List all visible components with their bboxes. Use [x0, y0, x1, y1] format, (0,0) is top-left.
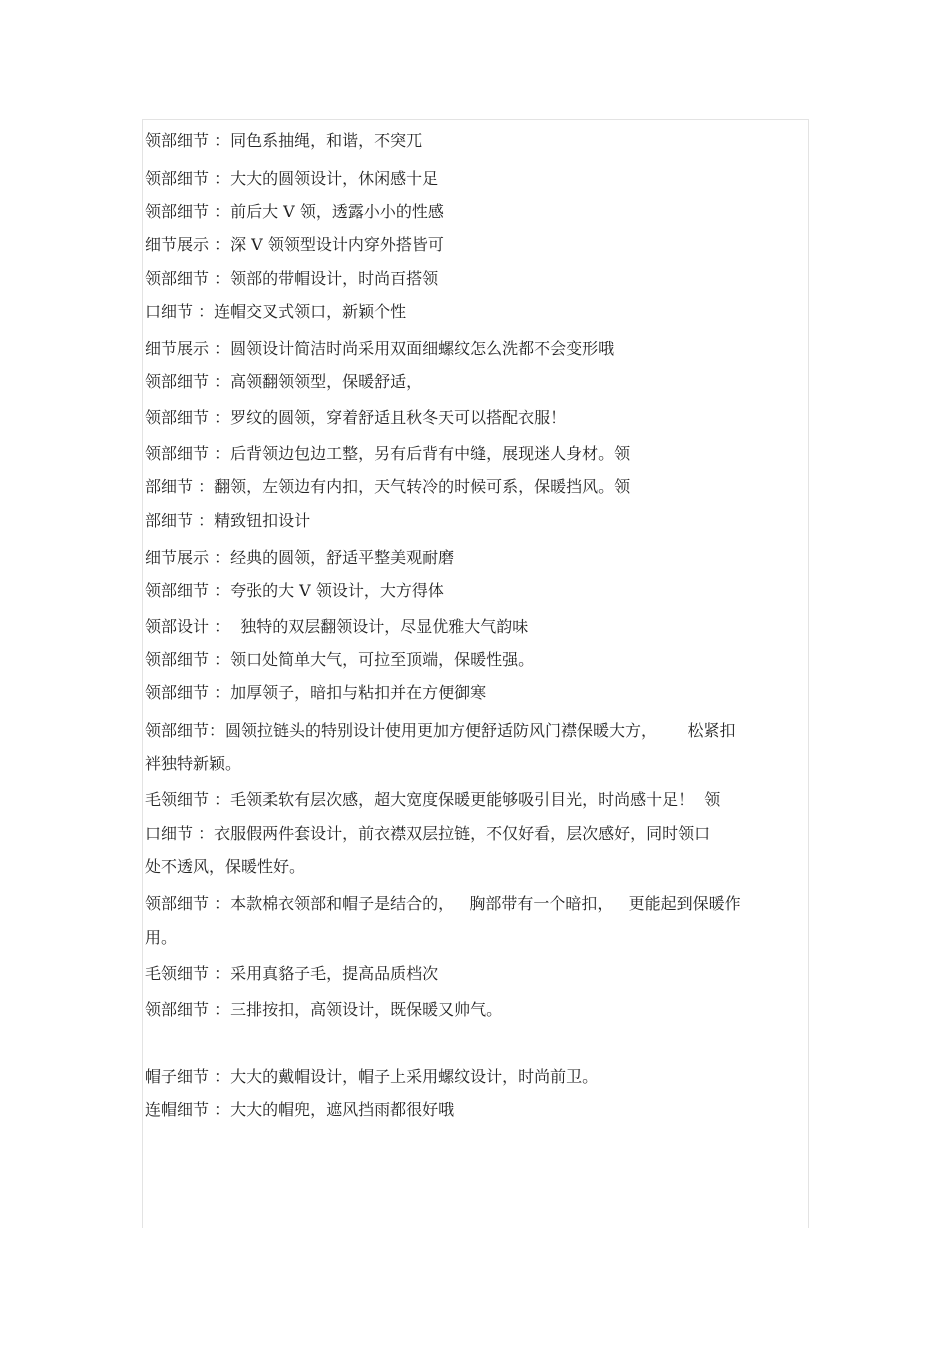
text-line: 领部细节 ：罗纹的圆领，穿着舒适且秋冬天可以搭配衣服！: [145, 408, 567, 427]
text-line: 领部细节 ：同色系抽绳，和谐，不突兀: [145, 131, 423, 150]
text-line: 领部设计 ： 独特的双层翻领设计，尽显优雅大气韵味: [145, 617, 529, 636]
text-line: 细节展示 ：深 V 领领型设计内穿外搭皆可: [145, 235, 444, 254]
text-line: 细节展示 ：经典的圆领，舒适平整美观耐磨: [145, 548, 455, 567]
text-line: 领部细节 ：领口处简单大气，可拉至顶端，保暖性强。: [145, 650, 535, 669]
text-line: 毛领细节 ：毛领柔软有层次感，超大宽度保暖更能够吸引目光，时尚感十足！ 领: [145, 790, 721, 809]
text-line: 连帽细节 ：大大的帽兜，遮风挡雨都很好哦: [145, 1100, 455, 1119]
text-line: 领部细节 ：前后大 V 领，透露小小的性感: [145, 202, 444, 221]
text-line: 领部细节 ：本款棉衣领部和帽子是结合的， 胸部带有一个暗扣， 更能起到保暖作: [145, 894, 741, 913]
text-line: 用。: [145, 928, 178, 947]
text-line: 领部细节 ：夸张的大 V 领设计，大方得体: [145, 581, 444, 600]
text-line: 领部细节 ：大大的圆领设计，休闲感十足: [145, 169, 439, 188]
text-line: 领部细节 ：加厚领子，暗扣与粘扣并在方便御寒: [145, 683, 487, 702]
text-line: 帽子细节 ：大大的戴帽设计，帽子上采用螺纹设计，时尚前卫。: [145, 1067, 599, 1086]
text-line: 领部细节：圆领拉链头的特别设计使用更加方便舒适防风门襟保暖大方， 松紧扣: [145, 721, 736, 740]
text-line: 部细节 ：精致钮扣设计: [145, 511, 311, 530]
text-line: 口细节 ：连帽交叉式领口，新颖个性: [145, 302, 407, 321]
text-line: 领部细节 ：领部的带帽设计，时尚百搭领: [145, 269, 439, 288]
text-line: 领部细节 ：三排按扣，高领设计，既保暖又帅气。: [145, 1000, 503, 1019]
text-line: 口细节 ：衣服假两件套设计，前衣襟双层拉链，不仅好看，层次感好，同时领口: [145, 824, 711, 843]
text-line: 袢独特新颖。: [145, 754, 242, 773]
text-line: 领部细节 ：后背领边包边工整，另有后背有中缝，展现迷人身材。领: [145, 444, 631, 463]
text-line: 领部细节 ：高领翻领领型，保暖舒适，: [145, 372, 423, 391]
text-line: 细节展示 ：圆领设计简洁时尚采用双面细螺纹怎么洗都不会变形哦: [145, 339, 615, 358]
text-line: 毛领细节 ：采用真貉子毛，提高品质档次: [145, 964, 439, 983]
text-line: 处不透风，保暖性好。: [145, 857, 306, 876]
text-line: 部细节 ：翻领，左领边有内扣，天气转冷的时候可系，保暖挡风。领: [145, 477, 631, 496]
